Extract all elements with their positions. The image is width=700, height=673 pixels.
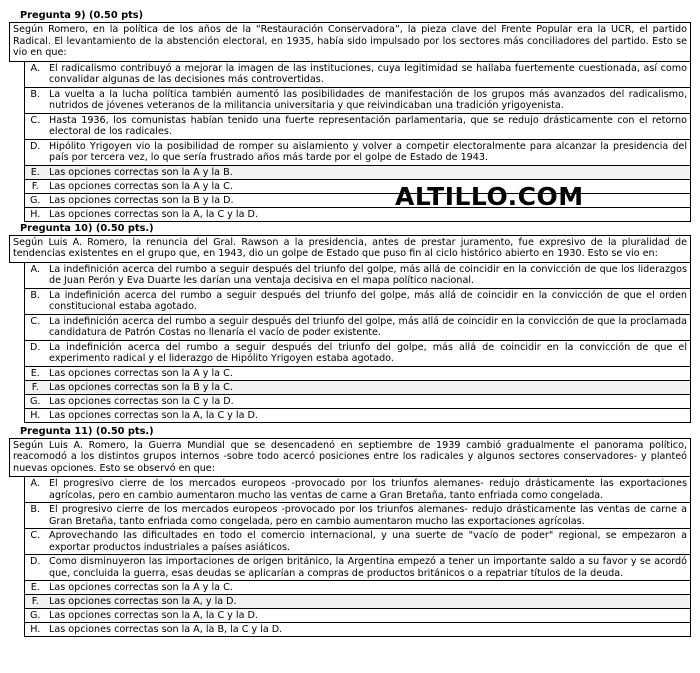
option-letter: F.	[24, 595, 46, 609]
option-text: La indefinición acerca del rumbo a seguir después del triunfo del golpe, más allá de coincidir en la convicción de que los liderazgos de Juan Perón y Eva Duarte les darían una ventaja decisiva en el mapa político nacional.	[46, 263, 691, 289]
options-table	[9, 477, 691, 637]
option-letter: H.	[24, 408, 46, 422]
option-letter: B.	[24, 503, 46, 529]
option-indent	[9, 503, 24, 529]
option-indent	[9, 623, 24, 637]
option-row-e[interactable]	[9, 165, 691, 179]
option-letter: C.	[24, 314, 46, 340]
option-letter: A.	[24, 263, 46, 289]
option-row-e[interactable]	[9, 581, 691, 595]
option-indent	[9, 394, 24, 408]
question-stem: Según Luis A. Romero, la Guerra Mundial que se desencadenó en septiembre de 1939 cambió gradualmente el panorama político, reacomodó a los distintos grupos internos -sobre todo acercó posiciones entre los radicales y algunos sectores conservadores- y planteó nuevas opciones. Esto se observó en que:	[9, 438, 691, 478]
option-letter: E.	[24, 581, 46, 595]
option-row-a[interactable]	[9, 263, 691, 289]
option-text: La indefinición acerca del rumbo a seguir después del triunfo del golpe, más allá de coincidir en la convicción de que el orden constitucional estaba agotado.	[46, 288, 691, 314]
option-row-b[interactable]	[9, 503, 691, 529]
option-indent	[9, 193, 24, 207]
option-letter: G.	[24, 394, 46, 408]
option-indent	[9, 477, 24, 503]
option-text: Aprovechando las dificultades en todo el comercio internacional, y una suerte de "vacío de poder" regional, se empezaron a exportar productos industriales a países asiáticos.	[46, 529, 691, 555]
option-text: El progresivo cierre de los mercados europeos -provocado por los triunfos alemanes- redujo drásticamente las ventas de carne a Gran Bretaña, tanto enfriada como congelada, pero en cambio aumentaron mucho las exportaciones agrícolas.	[46, 503, 691, 529]
options-table	[9, 62, 691, 222]
option-text: Las opciones correctas son la A y la C.	[46, 581, 691, 595]
option-letter: H.	[24, 207, 46, 221]
option-row-d[interactable]	[9, 555, 691, 581]
option-letter: B.	[24, 87, 46, 113]
question-10	[9, 223, 691, 423]
option-row-a[interactable]	[9, 477, 691, 503]
option-letter: G.	[24, 193, 46, 207]
watermark-logo: ALTILLO.COM	[395, 182, 584, 211]
option-text: Las opciones correctas son la A, la B, la C y la D.	[46, 623, 691, 637]
option-letter: B.	[24, 288, 46, 314]
option-letter: C.	[24, 529, 46, 555]
option-indent	[9, 529, 24, 555]
option-letter: A.	[24, 477, 46, 503]
option-letter: E.	[24, 366, 46, 380]
option-indent	[9, 408, 24, 422]
option-indent	[9, 314, 24, 340]
option-text: Hipólito Yrigoyen vio la posibilidad de romper su aislamiento y volver a competir electoralmente para alcanzar la presidencia del país por tercera vez, lo que sería frustrado años más tarde por el golpe de Estado de 1943.	[46, 139, 691, 165]
option-indent	[9, 179, 24, 193]
option-indent	[9, 581, 24, 595]
option-row-h[interactable]	[9, 408, 691, 422]
option-row-c[interactable]	[9, 529, 691, 555]
question-stem: Según Romero, en la política de los años de la “Restauración Conservadora”, la pieza clave del Frente Popular era la UCR, el partido Radical. El levantamiento de la abstención electoral, en 1935, había sido impulsado por los sectores más conciliadores del partido. Esto se vio en que:	[9, 22, 691, 62]
option-text: Las opciones correctas son la A, la C y la D.	[46, 609, 691, 623]
option-row-c[interactable]	[9, 314, 691, 340]
option-indent	[9, 609, 24, 623]
question-header: Pregunta 11) (0.50 pts.)	[20, 425, 154, 437]
option-row-c[interactable]	[9, 113, 691, 139]
option-letter: C.	[24, 113, 46, 139]
option-letter: E.	[24, 165, 46, 179]
option-row-g[interactable]	[9, 193, 691, 207]
option-indent	[9, 263, 24, 289]
option-row-d[interactable]	[9, 139, 691, 165]
option-row-a[interactable]	[9, 62, 691, 88]
option-row-h[interactable]	[9, 207, 691, 221]
option-row-b[interactable]	[9, 87, 691, 113]
option-text: Las opciones correctas son la B y la D.	[46, 193, 691, 207]
option-row-d[interactable]	[9, 340, 691, 366]
option-text: Las opciones correctas son la A, y la D.	[46, 595, 691, 609]
option-text: El radicalismo contribuyó a mejorar la imagen de las instituciones, cuya legitimidad se hallaba fuertemente cuestionada, así como convalidar algunas de las decisiones más controvertidas.	[46, 62, 691, 88]
option-row-f[interactable]	[9, 595, 691, 609]
option-indent	[9, 288, 24, 314]
option-indent	[9, 340, 24, 366]
option-text: Las opciones correctas son la A, la C y la D.	[46, 207, 691, 221]
option-letter: A.	[24, 62, 46, 88]
option-indent	[9, 165, 24, 179]
question-stem: Según Luis A. Romero, la renuncia del Gral. Rawson a la presidencia, antes de prestar juramento, fue expresivo de la pluralidad de tendencias existentes en el grupo que, en 1943, dio un golpe de Estado que puso fin al ciclo histórico abierto en 1930. Esto se vio en:	[9, 235, 691, 263]
option-letter: H.	[24, 623, 46, 637]
option-letter: F.	[24, 179, 46, 193]
option-row-b[interactable]	[9, 288, 691, 314]
option-row-f[interactable]	[9, 380, 691, 394]
option-indent	[9, 555, 24, 581]
option-indent	[9, 366, 24, 380]
option-letter: F.	[24, 380, 46, 394]
question-11	[9, 426, 691, 638]
option-row-g[interactable]	[9, 394, 691, 408]
option-row-h[interactable]	[9, 623, 691, 637]
option-text: Las opciones correctas son la A y la B.	[46, 165, 691, 179]
option-indent	[9, 87, 24, 113]
option-letter: D.	[24, 139, 46, 165]
option-text: Las opciones correctas son la A, la C y la D.	[46, 408, 691, 422]
option-text: Las opciones correctas son la B y la C.	[46, 380, 691, 394]
question-header: Pregunta 10) (0.50 pts.)	[20, 222, 154, 234]
option-text: Las opciones correctas son la C y la D.	[46, 394, 691, 408]
option-indent	[9, 595, 24, 609]
option-letter: D.	[24, 555, 46, 581]
option-indent	[9, 113, 24, 139]
option-row-f[interactable]	[9, 179, 691, 193]
option-text: La indefinición acerca del rumbo a seguir después del triunfo del golpe, más allá de coincidir en la convicción de que el experimento radical y el liderazgo de Hipólito Yrigoyen estaba agotado.	[46, 340, 691, 366]
option-text: Hasta 1936, los comunistas habían tenido una fuerte representación parlamentaria, que se redujo drásticamente con el retorno electoral de los radicales.	[46, 113, 691, 139]
option-letter: G.	[24, 609, 46, 623]
option-indent	[9, 207, 24, 221]
option-text: Como disminuyeron las importaciones de origen británico, la Argentina empezó a tener un importante saldo a su favor y se acordó que, concluida la guerra, esas deudas se aplicarían a compras de productos británicos o a repatriar títulos de la deuda.	[46, 555, 691, 581]
option-indent	[9, 62, 24, 88]
option-indent	[9, 139, 24, 165]
option-letter: D.	[24, 340, 46, 366]
options-table	[9, 263, 691, 423]
question-9	[9, 10, 691, 222]
option-text: Las opciones correctas son la A y la C.	[46, 366, 691, 380]
option-indent	[9, 380, 24, 394]
option-row-e[interactable]	[9, 366, 691, 380]
option-text: La indefinición acerca del rumbo a seguir después del triunfo del golpe, más allá de coincidir en la convicción de que la proclamada candidatura de Patrón Costas no llenaría el vacío de poder existente.	[46, 314, 691, 340]
option-text: La vuelta a la lucha política también aumentó las posibilidades de manifestación de los grupos más avanzados del radicalismo, nutridos de jóvenes veteranos de la militancia universitaria y que reivindicaban una tradición yrigoyenista.	[46, 87, 691, 113]
option-text: El progresivo cierre de los mercados europeos -provocado por los triunfos alemanes- redujo drásticamente las exportaciones agrícolas, pero en cambio aumentaron mucho las ventas de carne a Gran Bretaña, tanto enfriada como congelada.	[46, 477, 691, 503]
option-row-g[interactable]	[9, 609, 691, 623]
option-text: Las opciones correctas son la A y la C.	[46, 179, 691, 193]
question-header: Pregunta 9) (0.50 pts)	[20, 10, 144, 21]
